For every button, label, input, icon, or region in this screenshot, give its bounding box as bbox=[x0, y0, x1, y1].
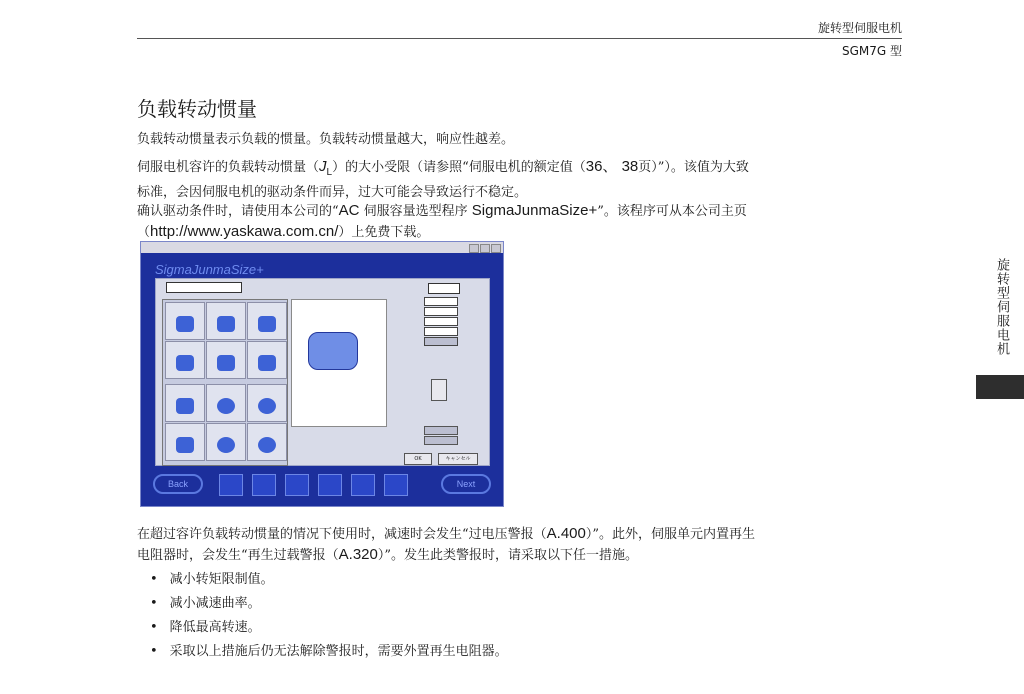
wizard-nav bbox=[151, 472, 491, 496]
section-title: 负载转动惯量 bbox=[137, 97, 257, 121]
program-name: SigmaJunmaSize+ bbox=[471, 202, 598, 219]
shape-option bbox=[247, 341, 287, 379]
maximize-icon bbox=[480, 244, 490, 253]
next-button: Next bbox=[441, 474, 491, 494]
shape-option bbox=[206, 302, 246, 340]
step-icon bbox=[285, 474, 309, 496]
dimension-input bbox=[424, 307, 458, 316]
dimension-input bbox=[424, 337, 458, 346]
dimension-input bbox=[424, 297, 458, 306]
app-name: SigmaJunmaSize+ bbox=[155, 262, 264, 277]
website-link[interactable]: http://www.yaskawa.com.cn/ bbox=[150, 223, 339, 240]
shape-option bbox=[247, 302, 287, 340]
shape-option bbox=[247, 423, 287, 461]
alarm-code-a400: A.400 bbox=[546, 525, 586, 542]
header-title: 旋转型伺服电机 bbox=[817, 21, 902, 35]
step-icon bbox=[351, 474, 375, 496]
shape-option bbox=[247, 384, 287, 422]
input-panel bbox=[155, 278, 490, 466]
paragraph-2: 伺服电机容许的负载转动惯量$(J_L)$的大小受限（请参照“伺服电机的额定值（36、 38页）”）。该值为大致 标准，会因伺服电机的驱动条件而异，过大可能会导致运行不稳定。 bbox=[137, 158, 749, 200]
paragraph-1: 负载转动惯量表示负载的惯量。负载转动惯量越大，响应性越差。 bbox=[137, 132, 515, 147]
result-field bbox=[424, 436, 458, 445]
shape-option bbox=[206, 384, 246, 422]
software-screenshot bbox=[140, 241, 504, 507]
bullet-item: • 减小减速曲率。 bbox=[150, 592, 261, 611]
step-icon bbox=[252, 474, 276, 496]
paragraph-3: 确认驱动条件时，请使用本公司的“AC 伺服容量选型程序 SigmaJunmaSize+”。该程序可从本公司主页 （http://www.yaskawa.com.cn/）上免费下载。 bbox=[137, 202, 747, 240]
step-icon bbox=[219, 474, 243, 496]
calc-button bbox=[431, 379, 447, 401]
paragraph-4: 在超过容许负载转动惯量的情况下使用时，减速时会发生“过电压警报（A.400）”。此外，伺服单元内置再生 电阻器时，会发生“再生过载警报（A.320）”。发生此类警报时，请采取以下任一措施。 bbox=[137, 525, 756, 563]
minimize-icon bbox=[469, 244, 479, 253]
side-tab-marker bbox=[976, 375, 1024, 399]
bullet-item: • 降低最高转速。 bbox=[150, 616, 261, 635]
shape-grid bbox=[162, 299, 288, 466]
inputs-header bbox=[428, 283, 460, 294]
shape-option bbox=[206, 423, 246, 461]
shape-option bbox=[165, 302, 205, 340]
cancel-button: キャンセル bbox=[438, 453, 478, 465]
cylinder-diagram bbox=[308, 332, 358, 370]
result-field bbox=[424, 426, 458, 435]
shape-preview bbox=[291, 299, 387, 427]
side-tab-label: 旋转型伺服电机 bbox=[994, 258, 1009, 356]
dimension-input bbox=[424, 327, 458, 336]
ok-button: OK bbox=[404, 453, 432, 465]
back-button: Back bbox=[153, 474, 203, 494]
step-icon bbox=[318, 474, 342, 496]
screenshot-titlebar bbox=[141, 242, 503, 253]
step-icon bbox=[384, 474, 408, 496]
tab-inertia bbox=[166, 282, 242, 293]
shape-option bbox=[165, 384, 205, 422]
shape-option bbox=[165, 341, 205, 379]
header-rule bbox=[137, 38, 902, 39]
jl-symbol: $J_L$ bbox=[319, 158, 333, 178]
shape-option bbox=[206, 341, 246, 379]
alarm-code-a320: A.320 bbox=[338, 546, 378, 563]
shape-option bbox=[165, 423, 205, 461]
bullet-item: • 减小转矩限制值。 bbox=[150, 568, 274, 587]
close-icon bbox=[491, 244, 501, 253]
dimension-input bbox=[424, 317, 458, 326]
header-model: SGM7G 型 bbox=[841, 44, 902, 58]
bullet-item: • 采取以上措施后仍无法解除警报时，需要外置再生电阻器。 bbox=[150, 640, 508, 659]
